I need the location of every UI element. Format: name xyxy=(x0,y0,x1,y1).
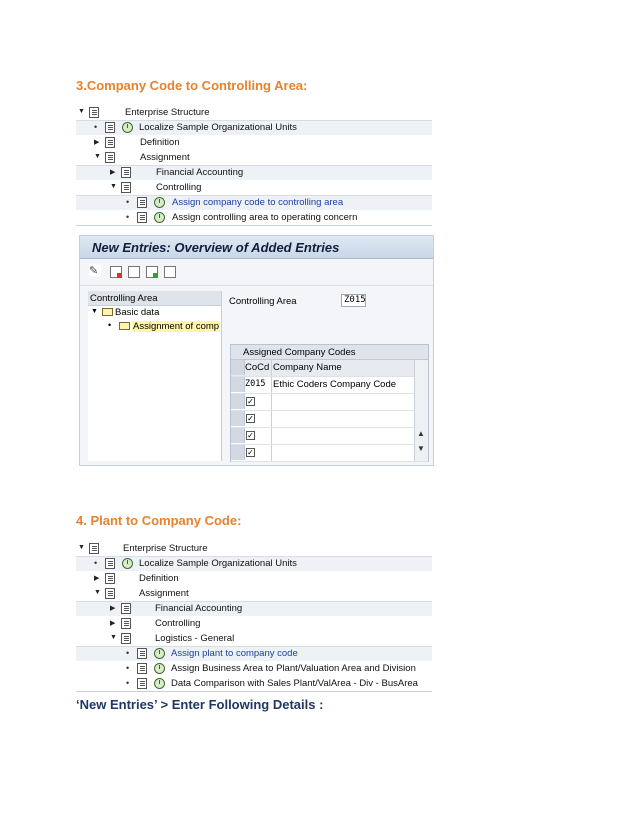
tree-node-definition[interactable]: ▶ Definition xyxy=(94,573,179,584)
collapsed-arrow-icon[interactable]: ▶ xyxy=(110,620,116,627)
nav-basic-data[interactable]: ▼ Basic data xyxy=(91,307,160,318)
nav-assignment[interactable]: • Assignment of comp xyxy=(108,320,220,332)
execute-clock-icon[interactable] xyxy=(154,678,165,689)
document-icon xyxy=(121,182,131,193)
execute-clock-icon[interactable] xyxy=(154,212,165,223)
document-icon xyxy=(137,678,147,689)
tree-node-assign-plant[interactable]: • Assign plant to company code xyxy=(76,646,432,661)
table-scrollbar[interactable] xyxy=(414,360,428,461)
tree-node-data-comparison[interactable]: • Data Comparison with Sales Plant/ValArea - Div - BusArea xyxy=(126,678,418,689)
row-selector[interactable] xyxy=(231,428,245,443)
document-icon xyxy=(105,558,115,569)
bullet-icon: • xyxy=(126,648,130,658)
expand-arrow-icon[interactable]: ▼ xyxy=(78,544,85,551)
instruction-text: ‘New Entries’ > Enter Following Details : xyxy=(76,697,324,712)
scroll-down-icon[interactable]: ▼ xyxy=(417,444,425,453)
document-icon xyxy=(121,167,131,178)
execute-clock-icon[interactable] xyxy=(154,197,165,208)
bullet-icon: • xyxy=(94,558,98,568)
checkbox-icon[interactable]: ✓ xyxy=(247,431,254,440)
document-icon xyxy=(105,137,115,148)
bullet-icon: • xyxy=(94,122,98,132)
bullet-icon: • xyxy=(126,197,130,207)
bullet-icon: • xyxy=(126,678,130,688)
collapsed-arrow-icon[interactable]: ▶ xyxy=(110,169,116,176)
row-selector[interactable] xyxy=(231,445,245,460)
document-icon xyxy=(137,197,147,208)
select-all-icon[interactable] xyxy=(146,266,158,278)
expand-arrow-icon[interactable]: ▼ xyxy=(94,153,101,160)
cell-cocd[interactable]: Z015 xyxy=(245,379,266,389)
document-icon xyxy=(89,543,99,554)
open-folder-icon xyxy=(119,322,130,330)
checkbox-icon[interactable]: ✓ xyxy=(247,397,254,406)
collapsed-arrow-icon[interactable]: ▶ xyxy=(94,139,100,146)
document-icon xyxy=(121,618,131,629)
tree-node-controlling[interactable]: ▼ Controlling xyxy=(110,182,202,193)
tree-node-assignment[interactable]: ▼ Assignment xyxy=(94,152,190,163)
tree-node-definition[interactable]: ▶ Definition xyxy=(94,137,180,148)
document-icon xyxy=(105,152,115,163)
row-selector[interactable] xyxy=(231,360,245,375)
img-tree-company-code xyxy=(76,105,432,226)
document-icon xyxy=(105,588,115,599)
deselect-all-icon[interactable] xyxy=(164,266,176,278)
row-selector[interactable] xyxy=(231,394,245,409)
tree-node-localize[interactable]: • Localize Sample Organizational Units xyxy=(76,556,432,571)
checkbox-icon[interactable]: ✓ xyxy=(247,448,254,457)
sap-new-entries-window xyxy=(79,235,434,466)
document-icon xyxy=(105,122,115,133)
dialog-structure-pane xyxy=(88,291,222,461)
tree-node-enterprise-structure[interactable]: ▼ Enterprise Structure xyxy=(78,107,210,118)
controlling-area-field[interactable]: Z015 xyxy=(341,294,366,307)
tree-node-financial-accounting[interactable]: ▶ Financial Accounting xyxy=(76,601,432,616)
delete-icon[interactable] xyxy=(110,266,122,278)
bullet-icon: • xyxy=(126,212,130,222)
collapsed-arrow-icon[interactable]: ▶ xyxy=(110,605,116,612)
controlling-area-label: Controlling Area xyxy=(229,296,297,307)
tree-node-controlling[interactable]: ▶ Controlling xyxy=(110,618,201,629)
expand-arrow-icon[interactable]: ▼ xyxy=(110,183,117,190)
section-3-heading: 3.Company Code to Controlling Area: xyxy=(76,78,308,93)
tree-node-assign-business-area[interactable]: • Assign Business Area to Plant/Valuation Area and Division xyxy=(126,663,416,674)
document-icon xyxy=(121,603,131,614)
table-row[interactable] xyxy=(231,377,428,394)
document-icon xyxy=(121,633,131,644)
table-header-row xyxy=(231,360,428,377)
expand-arrow-icon[interactable]: ▼ xyxy=(110,634,117,641)
tree-node-financial-accounting[interactable]: ▶ Financial Accounting xyxy=(76,165,432,180)
tree-node-assign-company-code[interactable]: • Assign company code to controlling area xyxy=(76,195,432,210)
tree-node-localize[interactable]: • Localize Sample Organizational Units xyxy=(76,120,432,135)
assigned-company-codes-table xyxy=(230,344,429,462)
expand-arrow-icon[interactable]: ▼ xyxy=(94,589,101,596)
tree-node-logistics-general[interactable]: ▼ Logistics - General xyxy=(110,633,235,644)
table-row[interactable] xyxy=(231,411,428,428)
dialog-structure-header: Controlling Area xyxy=(88,291,221,306)
toolbar xyxy=(80,259,433,286)
table-row[interactable] xyxy=(231,428,428,445)
table-title: Assigned Company Codes xyxy=(231,345,428,360)
document-icon xyxy=(137,663,147,674)
scroll-up-icon[interactable]: ▲ xyxy=(417,429,425,438)
collapsed-arrow-icon[interactable]: ▶ xyxy=(94,575,100,582)
bullet-icon: • xyxy=(108,320,112,330)
row-selector[interactable] xyxy=(231,411,245,426)
cell-company-name: Ethic Coders Company Code xyxy=(273,379,397,390)
col-cocd-header[interactable]: CoCd xyxy=(245,362,270,373)
col-company-name-header[interactable]: Company Name xyxy=(273,362,342,373)
section-4-heading: 4. Plant to Company Code: xyxy=(76,513,242,528)
execute-clock-icon[interactable] xyxy=(154,648,165,659)
tree-node-enterprise-structure[interactable]: ▼ Enterprise Structure xyxy=(78,543,208,554)
change-pencil-icon[interactable]: ✎ xyxy=(89,264,101,276)
execute-clock-icon[interactable] xyxy=(122,122,133,133)
execute-clock-icon[interactable] xyxy=(122,558,133,569)
expand-arrow-icon[interactable]: ▼ xyxy=(78,108,85,115)
copy-icon[interactable] xyxy=(128,266,140,278)
folder-icon xyxy=(102,308,113,316)
img-tree-plant xyxy=(76,541,432,692)
tree-node-assignment[interactable]: ▼ Assignment xyxy=(94,588,189,599)
table-row[interactable] xyxy=(231,394,428,411)
document-icon xyxy=(137,212,147,223)
row-selector[interactable] xyxy=(231,377,245,392)
window-title: New Entries: Overview of Added Entries xyxy=(80,236,433,259)
document-icon xyxy=(137,648,147,659)
tree-node-assign-controlling-area[interactable]: • Assign controlling area to operating concern xyxy=(126,212,358,223)
bullet-icon: • xyxy=(126,663,130,673)
checkbox-icon[interactable]: ✓ xyxy=(247,414,254,423)
expand-arrow-icon[interactable]: ▼ xyxy=(91,308,98,315)
table-row[interactable] xyxy=(231,445,428,462)
document-icon xyxy=(105,573,115,584)
document-icon xyxy=(89,107,99,118)
execute-clock-icon[interactable] xyxy=(154,663,165,674)
